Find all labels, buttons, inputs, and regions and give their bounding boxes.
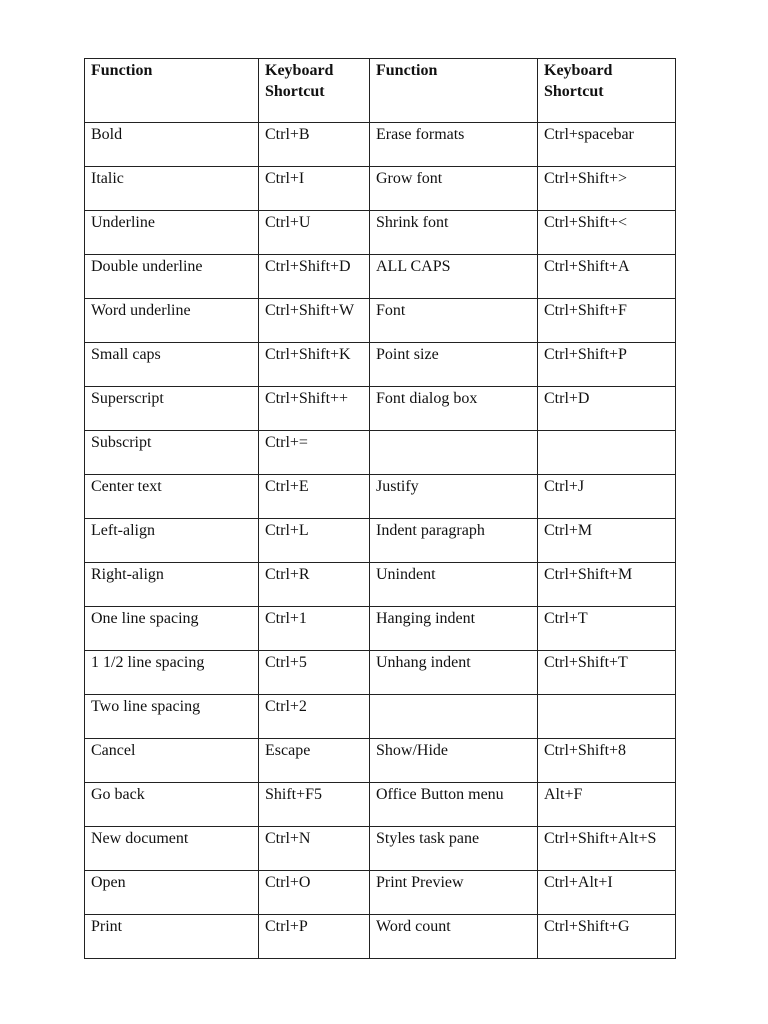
function-right-cell: Print Preview	[370, 871, 538, 915]
function-left-cell: Double underline	[85, 255, 259, 299]
shortcut-right-cell: Ctrl+Shift+8	[538, 739, 676, 783]
shortcut-left-cell: Ctrl+Shift++	[259, 387, 370, 431]
shortcut-right-cell: Ctrl+Shift+T	[538, 651, 676, 695]
shortcut-left-cell: Ctrl+I	[259, 167, 370, 211]
shortcut-left-cell: Ctrl+Shift+W	[259, 299, 370, 343]
header-shortcut-right-line2: Shortcut	[544, 83, 604, 100]
table-row	[85, 607, 676, 651]
function-left-cell: Cancel	[85, 739, 259, 783]
function-left-cell: Right-align	[85, 563, 259, 607]
table-row	[85, 651, 676, 695]
shortcut-right-cell: Ctrl+Shift+F	[538, 299, 676, 343]
shortcut-left-cell: Ctrl+2	[259, 695, 370, 739]
function-left-cell: Superscript	[85, 387, 259, 431]
function-left-cell: Underline	[85, 211, 259, 255]
shortcut-left-cell: Ctrl+=	[259, 431, 370, 475]
function-left-cell: Open	[85, 871, 259, 915]
function-right-cell: Unhang indent	[370, 651, 538, 695]
function-left-cell: Italic	[85, 167, 259, 211]
table-row	[85, 915, 676, 959]
function-left-cell: Bold	[85, 123, 259, 167]
shortcut-left-cell: Ctrl+1	[259, 607, 370, 651]
shortcut-right-cell: Ctrl+Shift+Alt+S	[538, 827, 676, 871]
shortcut-left-cell: Ctrl+U	[259, 211, 370, 255]
table-row	[85, 871, 676, 915]
table-row	[85, 563, 676, 607]
table-row	[85, 299, 676, 343]
table-row	[85, 167, 676, 211]
shortcut-left-cell: Ctrl+L	[259, 519, 370, 563]
shortcut-left-cell: Ctrl+O	[259, 871, 370, 915]
header-function-left: Function	[85, 59, 259, 123]
shortcut-right-cell: Ctrl+Shift+A	[538, 255, 676, 299]
function-right-cell: ALL CAPS	[370, 255, 538, 299]
table-row	[85, 387, 676, 431]
table-row	[85, 519, 676, 563]
table-row	[85, 827, 676, 871]
function-right-cell: Font	[370, 299, 538, 343]
shortcut-right-cell: Ctrl+Shift+<	[538, 211, 676, 255]
table-row	[85, 739, 676, 783]
shortcut-left-cell: Ctrl+N	[259, 827, 370, 871]
function-right-cell: Shrink font	[370, 211, 538, 255]
shortcut-left-cell: Ctrl+E	[259, 475, 370, 519]
function-left-cell: Two line spacing	[85, 695, 259, 739]
table-row	[85, 123, 676, 167]
function-right-cell: Erase formats	[370, 123, 538, 167]
function-right-cell: Unindent	[370, 563, 538, 607]
shortcut-right-cell: Ctrl+Shift+P	[538, 343, 676, 387]
shortcut-left-cell: Ctrl+5	[259, 651, 370, 695]
shortcut-right-cell: Ctrl+T	[538, 607, 676, 651]
function-left-cell: Go back	[85, 783, 259, 827]
header-function-right: Function	[370, 59, 538, 123]
table-body	[85, 123, 676, 959]
table-row	[85, 695, 676, 739]
header-shortcut-right-line1: Keyboard	[544, 62, 613, 79]
shortcut-left-cell: Shift+F5	[259, 783, 370, 827]
function-right-cell: Word count	[370, 915, 538, 959]
function-left-cell: Word underline	[85, 299, 259, 343]
function-right-cell: Justify	[370, 475, 538, 519]
function-left-cell: Center text	[85, 475, 259, 519]
shortcut-right-cell: Ctrl+Shift+M	[538, 563, 676, 607]
function-right-cell: Indent paragraph	[370, 519, 538, 563]
header-row	[85, 59, 676, 123]
shortcut-right-cell: Ctrl+Alt+I	[538, 871, 676, 915]
shortcut-right-cell: Ctrl+J	[538, 475, 676, 519]
table-row	[85, 255, 676, 299]
function-right-cell: Hanging indent	[370, 607, 538, 651]
table-row	[85, 343, 676, 387]
function-left-cell: Print	[85, 915, 259, 959]
shortcut-left-cell: Ctrl+B	[259, 123, 370, 167]
shortcut-right-cell	[538, 431, 676, 475]
shortcut-left-cell: Ctrl+Shift+K	[259, 343, 370, 387]
function-right-cell	[370, 431, 538, 475]
function-right-cell: Grow font	[370, 167, 538, 211]
shortcut-left-cell: Escape	[259, 739, 370, 783]
shortcut-right-cell: Ctrl+Shift+>	[538, 167, 676, 211]
shortcut-right-cell: Ctrl+spacebar	[538, 123, 676, 167]
function-right-cell: Show/Hide	[370, 739, 538, 783]
function-right-cell	[370, 695, 538, 739]
function-left-cell: One line spacing	[85, 607, 259, 651]
shortcut-right-cell: Ctrl+M	[538, 519, 676, 563]
table-row	[85, 431, 676, 475]
function-right-cell: Font dialog box	[370, 387, 538, 431]
function-right-cell: Office Button menu	[370, 783, 538, 827]
shortcut-right-cell: Alt+F	[538, 783, 676, 827]
function-left-cell: Small caps	[85, 343, 259, 387]
shortcut-table	[84, 58, 676, 959]
function-left-cell: Left-align	[85, 519, 259, 563]
header-shortcut-left-line2: Shortcut	[265, 83, 325, 100]
function-left-cell: New document	[85, 827, 259, 871]
table-row	[85, 783, 676, 827]
header-shortcut-left	[259, 59, 370, 123]
header-shortcut-left-line1: Keyboard	[265, 62, 334, 79]
header-shortcut-right	[538, 59, 676, 123]
shortcut-right-cell: Ctrl+Shift+G	[538, 915, 676, 959]
table-row	[85, 211, 676, 255]
shortcut-right-cell: Ctrl+D	[538, 387, 676, 431]
shortcut-right-cell	[538, 695, 676, 739]
function-right-cell: Styles task pane	[370, 827, 538, 871]
shortcut-left-cell: Ctrl+R	[259, 563, 370, 607]
function-right-cell: Point size	[370, 343, 538, 387]
shortcut-left-cell: Ctrl+P	[259, 915, 370, 959]
function-left-cell: Subscript	[85, 431, 259, 475]
shortcut-left-cell: Ctrl+Shift+D	[259, 255, 370, 299]
table-row	[85, 475, 676, 519]
function-left-cell: 1 1/2 line spacing	[85, 651, 259, 695]
